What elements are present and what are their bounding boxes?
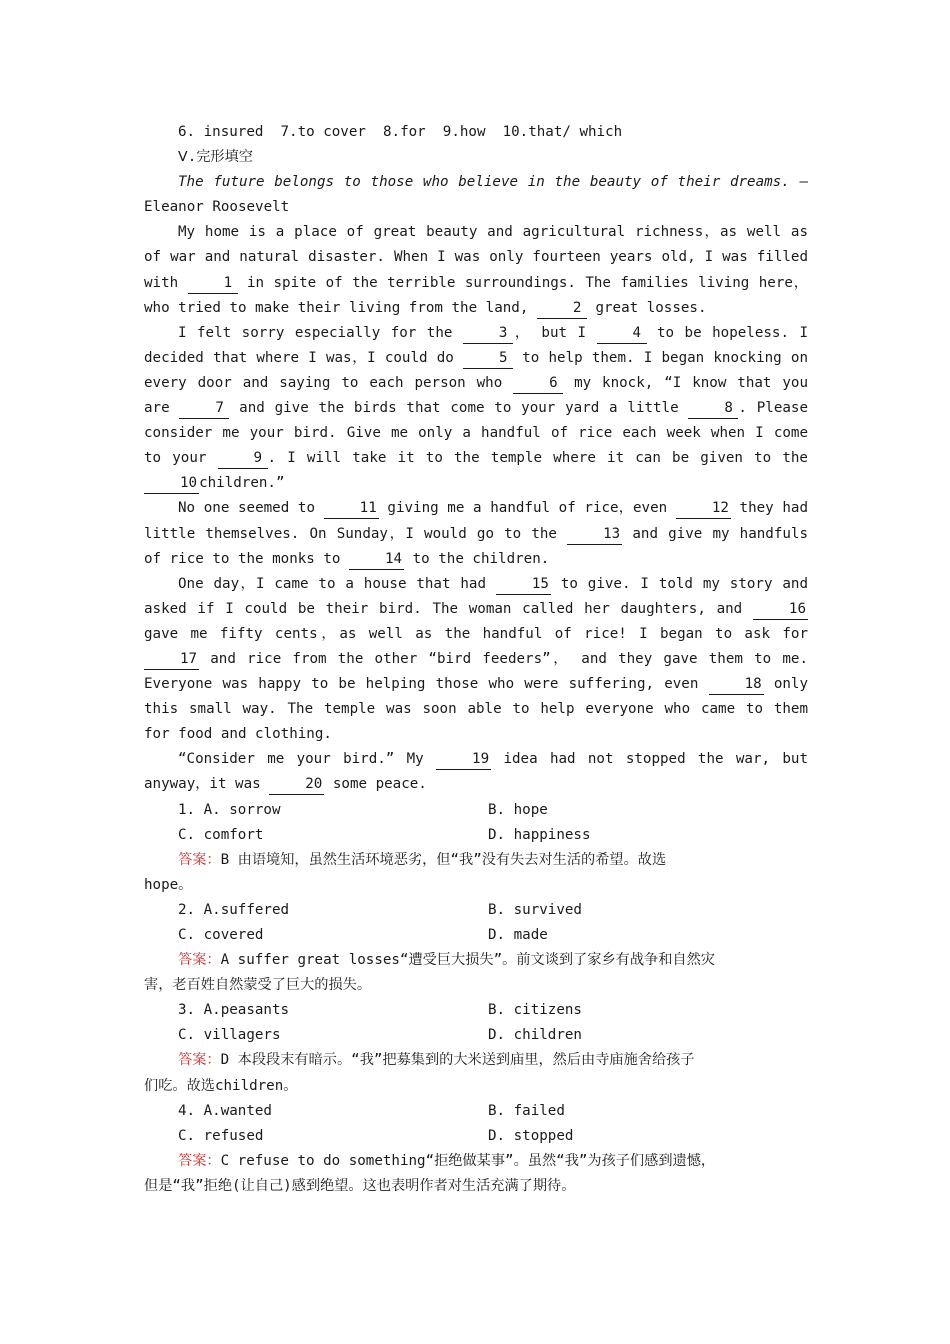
blank-19: 19 bbox=[436, 749, 491, 770]
blank-2: 2 bbox=[537, 298, 587, 319]
answer-2: 答案：A suffer great losses“遭受巨大损失”。前文谈到了家乡有战争和自然灾 bbox=[178, 952, 715, 969]
answer-1-continued: hope。 bbox=[144, 876, 193, 893]
epigraph-quote: The future belongs to those who believe in the beauty of their dreams. bbox=[178, 174, 790, 191]
epigraph-author: Eleanor Roosevelt bbox=[144, 199, 290, 216]
option-2c: C. covered bbox=[178, 927, 264, 943]
blank-10: 10 bbox=[144, 473, 199, 494]
blank-1: 1 bbox=[188, 273, 238, 294]
section-title: Ⅴ.完形填空 bbox=[178, 149, 253, 166]
blank-3: 3 bbox=[463, 323, 513, 344]
option-2d: D. made bbox=[488, 927, 548, 943]
option-3c: C. villagers bbox=[178, 1027, 281, 1044]
blank-8: 8 bbox=[688, 398, 738, 419]
passage-paragraph-4: One day，I came to a house that had 15 to give. I told my story and asked if I could be their bird. The woman called her daughters, and 16 gave me fifty cents，as well as the handful of rice! I began to ask for 17 and rice from the other “bird feeders”， and they gave them to me. Everyone was happy to be helping those who were suffering, even 18 only this small way. The temple was soon able to help everyone who came to them for food and clothing. bbox=[144, 575, 808, 743]
blank-15: 15 bbox=[496, 574, 551, 595]
blank-7: 7 bbox=[179, 398, 229, 419]
answer-label: 答案： bbox=[178, 851, 221, 868]
answer-2-continued: 害，老百姓自然蒙受了巨大的损失。 bbox=[144, 977, 372, 994]
blank-9: 9 bbox=[218, 448, 268, 469]
option-1b: B. hope bbox=[488, 801, 548, 818]
option-3a: 3. A.peasants bbox=[178, 1002, 290, 1019]
blank-13: 13 bbox=[567, 524, 622, 545]
blank-5: 5 bbox=[463, 348, 513, 369]
question-2 bbox=[144, 898, 808, 998]
option-4c: C. refused bbox=[178, 1127, 264, 1144]
answer-1: 答案：B 由语境知，虽然生活环境恶劣，但“我”没有失去对生活的希望。故选 bbox=[178, 851, 667, 868]
blank-6: 6 bbox=[513, 373, 563, 394]
option-1a: 1. A. sorrow bbox=[178, 801, 281, 818]
answer-label: 答案： bbox=[178, 952, 221, 969]
passage-paragraph-5: “Consider me your bird.” My 19 idea had not stopped the war, but anyway，it was 20 some peace. bbox=[144, 747, 808, 797]
blank-11: 11 bbox=[324, 498, 379, 519]
question-3 bbox=[144, 998, 808, 1098]
answer-3: 答案：D 本段段末有暗示。“我”把募集到的大米送到庙里，然后由寺庙施舍给孩子 bbox=[178, 1052, 695, 1069]
option-2b: B. survived bbox=[488, 901, 582, 918]
blank-17: 17 bbox=[144, 649, 199, 670]
answer-4: 答案：C refuse to do something“拒绝做某事”。虽然“我”为孩子们感到遗憾， bbox=[178, 1152, 716, 1169]
passage-paragraph-3: No one seemed to 11 giving me a handful of rice，even 12 they had little themselves. On Sunday，I would go to the 13 and give my handfuls of rice to the monks to 14 to the children. bbox=[144, 496, 808, 571]
previous-answers: 6. insured 7.to cover 8.for 9.how 10.that/ which bbox=[178, 124, 623, 140]
blank-18: 18 bbox=[709, 674, 764, 695]
answer-4-continued: 但是“我”拒绝(让自己)感到绝望。这也表明作者对生活充满了期待。 bbox=[144, 1177, 576, 1194]
blank-16: 16 bbox=[753, 599, 808, 620]
document-page bbox=[144, 120, 808, 1199]
passage-paragraph-2: I felt sorry especially for the 3 ， but I 4 to be hopeless. I decided that where I was，I could do 5 to help them. I began knocking on every door and saying to each person who 6 my knock, “I know that you are 7 and give the birds that come to your yard a little 8 . Please consider me your bird. Give me only a handful of rice each week when I come to your 9 . I will take it to the temple where it can be given to the 10 children.” bbox=[144, 321, 808, 497]
option-4d: D. stopped bbox=[488, 1127, 574, 1144]
question-4 bbox=[144, 1099, 808, 1199]
option-1d: D. happiness bbox=[488, 826, 591, 843]
answer-label: 答案： bbox=[178, 1052, 221, 1069]
option-1c: C. comfort bbox=[178, 826, 264, 843]
blank-4: 4 bbox=[597, 323, 647, 344]
option-4b: B. failed bbox=[488, 1102, 565, 1119]
question-1 bbox=[144, 798, 808, 898]
answer-label: 答案： bbox=[178, 1152, 221, 1169]
blank-14: 14 bbox=[349, 549, 404, 570]
option-3d: D. children bbox=[488, 1027, 582, 1044]
blank-20: 20 bbox=[269, 774, 324, 795]
answer-3-continued: 们吃。故选children。 bbox=[144, 1077, 298, 1094]
epigraph bbox=[144, 170, 808, 220]
option-2a: 2. A.suffered bbox=[178, 901, 290, 918]
option-3b: B. citizens bbox=[488, 1002, 582, 1019]
epigraph-dash: — bbox=[789, 174, 808, 191]
blank-12: 12 bbox=[676, 498, 731, 519]
option-4a: 4. A.wanted bbox=[178, 1102, 272, 1119]
passage-paragraph-1: My home is a place of great beauty and agricultural richness，as well as of war and natural disaster. When I was only fourteen years old, I was filled with 1 in spite of the terrible surroundings. The families living here，who tried to make their living from the land, 2 great losses. bbox=[144, 220, 808, 320]
